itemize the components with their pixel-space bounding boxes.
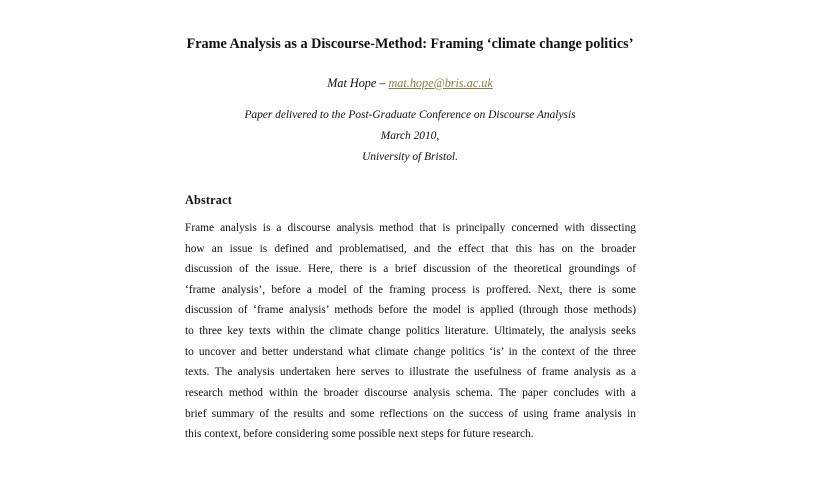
abstract-line: brief summary of the results and some reflections on the success of using frame analysis in	[185, 408, 636, 420]
abstract-line: research method within the broader discourse analysis schema. The paper concludes with a	[185, 387, 636, 399]
abstract-line: to uncover and better understand what climate change politics ‘is’ in the context of the three	[185, 346, 636, 358]
conference-venue: University of Bristol.	[362, 151, 458, 163]
abstract-line: Frame analysis is a discourse analysis method that is principally concerned with dissecting	[185, 222, 636, 234]
abstract-line: discussion of the issue. Here, there is a brief discussion of the theoretical groundings of	[185, 263, 636, 275]
author-email-link[interactable]: mat.hope@bris.ac.uk	[388, 76, 493, 90]
author-line	[183, 76, 637, 91]
paper-title: Frame Analysis as a Discourse-Method: Framing ‘climate change politics’	[186, 36, 634, 52]
author-name: Mat Hope –	[327, 76, 389, 90]
conference-line: Paper delivered to the Post-Graduate Conference on Discourse Analysis	[244, 109, 576, 121]
abstract-line: discussion of ‘frame analysis’ methods before the model is applied (through those methods)	[185, 304, 636, 316]
abstract-line: ‘frame analysis’, before a model of the framing process is proffered. Next, there is some	[185, 284, 636, 296]
abstract-line: texts. The analysis undertaken here serves to illustrate the usefulness of frame analysis as a	[185, 366, 636, 378]
conference-date: March 2010,	[380, 130, 440, 142]
abstract-line: to three key texts within the climate change politics literature. Ultimately, the analysis seeks	[185, 325, 636, 337]
abstract-heading: Abstract	[185, 193, 232, 207]
document-page	[183, 25, 637, 443]
abstract-line: how an issue is defined and problematised, and the effect that this has on the broader	[185, 243, 636, 255]
abstract-line: this context, before considering some possible next steps for future research.	[185, 428, 534, 440]
